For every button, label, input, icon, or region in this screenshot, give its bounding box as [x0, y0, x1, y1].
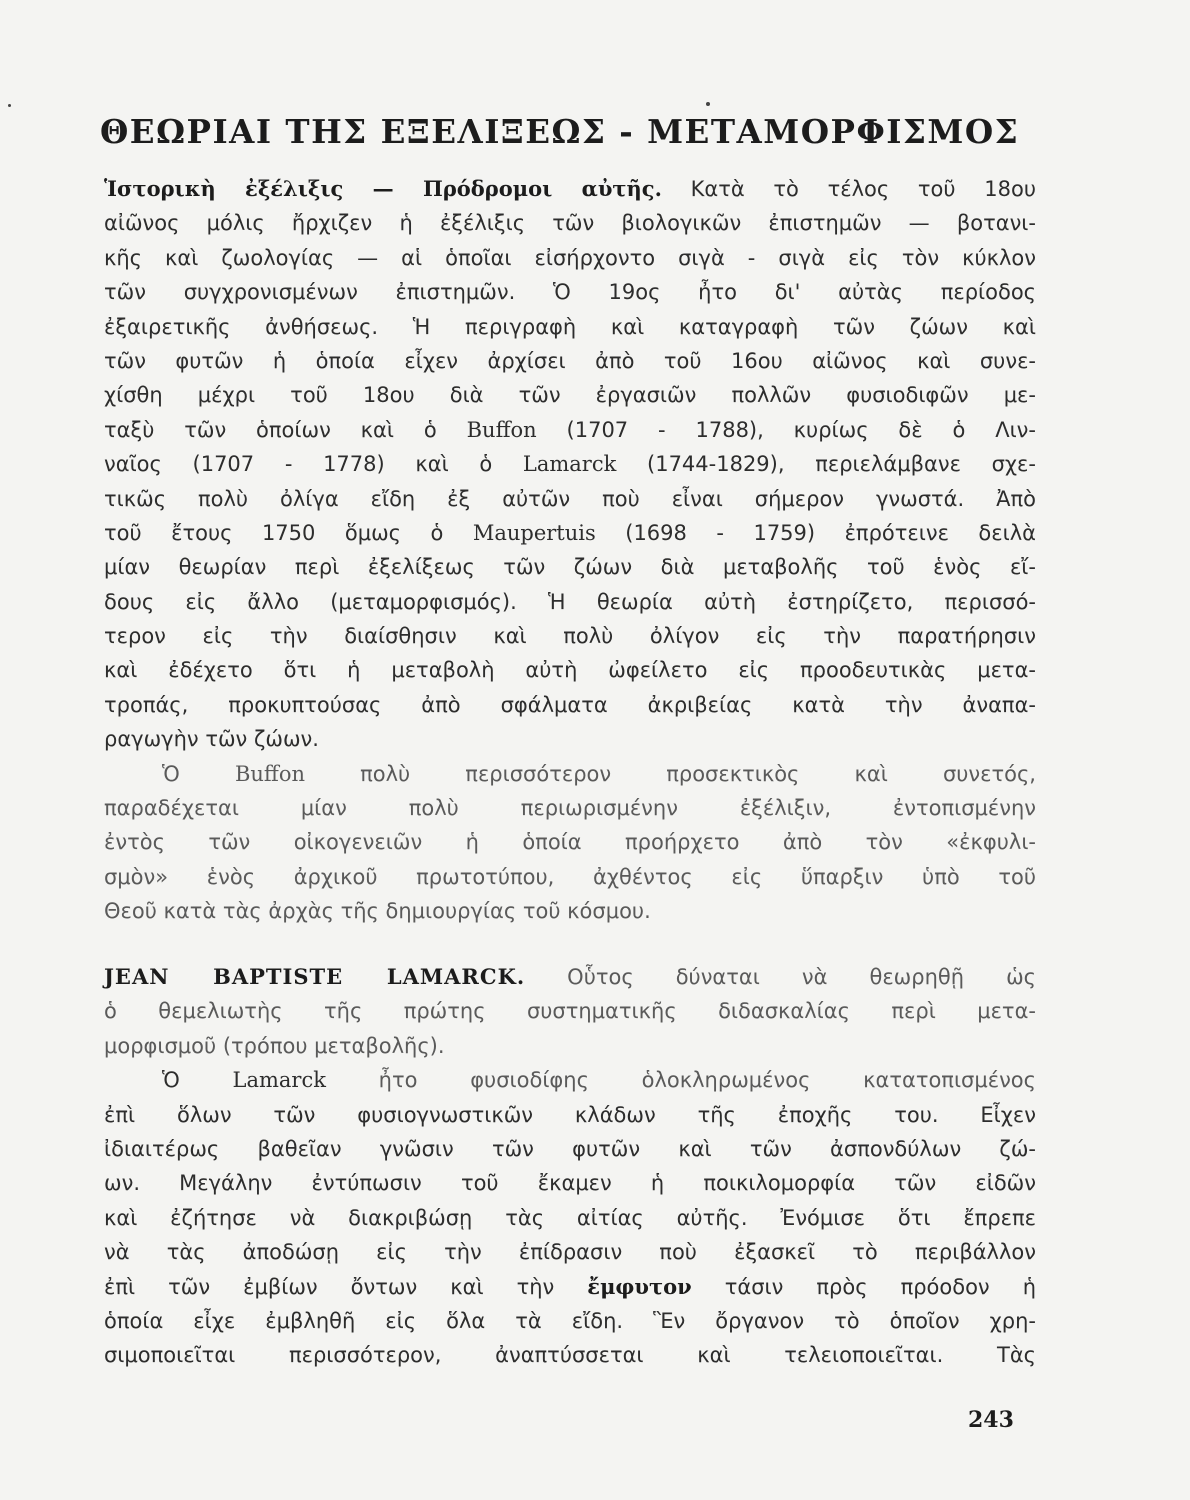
scan-speck: [8, 104, 11, 107]
text-line: τοῦ ἔτους 1750 ὅμως ὁ Maupertuis (1698 - 1759) ἐπρότεινε δειλὰ: [104, 520, 1037, 545]
text-line: αἰῶνος μόλις ἤρχιζεν ἡ ἐξέλιξις τῶν βιολογικῶν ἐπιστημῶν — βοτανι-: [104, 211, 1036, 236]
text-line: τροπάς, προκυπτούσας ἀπὸ σφάλματα ἀκριβείας κατὰ τὴν ἀναπα-: [104, 692, 1036, 717]
text-line: ἐξαιρετικῆς ἀνθήσεως. Ἡ περιγραφὴ καὶ καταγραφὴ τῶν ζώων καὶ: [104, 314, 1036, 339]
text-line: μίαν θεωρίαν περὶ ἐξελίξεως τῶν ζώων διὰ μεταβολῆς τοῦ ἑνὸς εἴ-: [104, 555, 1036, 580]
name-lamarck: Lamarck: [522, 452, 617, 477]
text-line: ων. Μεγάλην ἐντύπωσιν τοῦ ἔκαμεν ἡ ποικιλομορφία τῶν εἰδῶν: [104, 1171, 1036, 1196]
section-heading-lamarck: JEAN BAPTISTE LAMARCK.: [104, 964, 526, 989]
text-line: ἰδιαιτέρως βαθεῖαν γνῶσιν τῶν φυτῶν καὶ τῶν ἀσπονδύλων ζώ-: [104, 1136, 1036, 1161]
section-heading-history: Ἱστορικὴ ἐξέλιξις — Πρόδρομοι αὐτῆς.: [104, 176, 662, 201]
name-buffon: Buffon: [234, 761, 305, 786]
text-line: χίσθη μέχρι τοῦ 18ου διὰ τῶν ἐργασιῶν πολλῶν φυσιοδιφῶν με-: [104, 383, 1036, 408]
name-maupertuis: Maupertuis: [472, 520, 596, 545]
text-line: καὶ ἐδέχετο ὅτι ἡ μεταβολὴ αὐτὴ ὠφείλετο εἰς προοδευτικὰς μετα-: [104, 658, 1036, 683]
text-line: καὶ ἐζήτησε νὰ διακριβώσῃ τὰς αἰτίας αὐτῆς. Ἐνόμισε ὅτι ἔπρεπε: [104, 1205, 1036, 1230]
text-line: ὁποία εἶχε ἐμβληθῆ εἰς ὅλα τὰ εἴδη. Ἓν ὄργανον τὸ ὁποῖον χρη-: [104, 1308, 1036, 1333]
emphasis-emfyton: ἔμφυτον: [587, 1273, 692, 1299]
text-line: ραγωγὴν τῶν ζώων.: [104, 727, 319, 752]
section-history: [104, 172, 1036, 929]
text-line: ταξὺ τῶν ὁποίων καὶ ὁ Buffon (1707 - 1788), κυρίως δὲ ὁ Λιν-: [104, 417, 1036, 442]
text-line: τῶν συγχρονισμένων ἐπιστημῶν. Ὁ 19ος ἦτο δι' αὐτὰς περίοδος: [104, 280, 1036, 305]
scan-speck: [706, 102, 710, 106]
section-lamarck: [104, 960, 1036, 1373]
page-number: 243: [968, 1407, 1014, 1433]
text-line: Ὁ Lamarck ἦτο φυσιοδίφης ὁλοκληρωμένος κατατοπισμένος: [162, 1068, 1036, 1093]
text-line: τῶν φυτῶν ἡ ὁποία εἶχεν ἀρχίσει ἀπὸ τοῦ 16ου αἰῶνος καὶ συνε-: [104, 348, 1036, 373]
text-line: μορφισμοῦ (τρόπου μεταβολῆς).: [104, 1033, 445, 1058]
text-line: τικῶς πολὺ ὀλίγα εἴδη ἐξ αὐτῶν ποὺ εἶναι σήμερον γνωστά. Ἀπὸ: [104, 486, 1036, 511]
text-line: ἐπὶ ὅλων τῶν φυσιογνωστικῶν κλάδων τῆς ἐποχῆς του. Εἶχεν: [104, 1102, 1036, 1127]
text-line: ναῖος (1707 - 1778) καὶ ὁ Lamarck (1744-1829), περιελάμβανε σχε-: [104, 452, 1036, 477]
text-line: Θεοῦ κατὰ τὰς ἀρχὰς τῆς δημιουργίας τοῦ κόσμου.: [104, 899, 651, 924]
text-line: Ὁ Buffon πολὺ περισσότερον προσεκτικὸς καὶ συνετός,: [162, 761, 1036, 786]
name-buffon: Buffon: [466, 417, 537, 442]
text-line: παραδέχεται μίαν πολὺ περιωρισμένην ἐξέλιξιν, ἐντοπισμένην: [104, 796, 1036, 821]
text-line: Ἱστορικὴ ἐξέλιξις — Πρόδρομοι αὐτῆς. Κατὰ τὸ τέλος τοῦ 18ου: [104, 176, 1036, 201]
text-line: κῆς καὶ ζωολογίας — αἱ ὁποῖαι εἰσήρχοντο σιγὰ - σιγὰ εἰς τὸν κύκλον: [104, 245, 1036, 270]
text-line: νὰ τὰς ἀποδώσῃ εἰς τὴν ἐπίδρασιν ποὺ ἐξασκεῖ τὸ περιβάλλον: [104, 1240, 1036, 1265]
chapter-title: ΘΕΩΡΙΑΙ ΤΗΣ ΕΞΕΛΙΞΕΩΣ - ΜΕΤΑΜΟΡΦΙΣΜΟΣ: [100, 112, 1020, 151]
text-line: ἐντὸς τῶν οἰκογενειῶν ἡ ὁποία προήρχετο ἀπὸ τὸν «ἐκφυλι-: [104, 830, 1036, 855]
text-line: σμὸν» ἑνὸς ἀρχικοῦ πρωτοτύπου, ἀχθέντος εἰς ὕπαρξιν ὑπὸ τοῦ: [104, 864, 1036, 889]
text-line: τερον εἰς τὴν διαίσθησιν καὶ πολὺ ὀλίγον εἰς τὴν παρατήρησιν: [104, 624, 1036, 649]
text-line: σιμοποιεῖται περισσότερον, ἀναπτύσσεται καὶ τελειοποιεῖται. Τὰς: [104, 1343, 1036, 1368]
text-line: ὁ θεμελιωτὴς τῆς πρώτης συστηματικῆς διδασκαλίας περὶ μετα-: [104, 999, 1036, 1024]
text-line: δους εἰς ἄλλο (μεταμορφισμός). Ἡ θεωρία αὐτὴ ἐστηρίζετο, περισσό-: [104, 589, 1036, 614]
text-line: JEAN BAPTISTE LAMARCK. Οὗτος δύναται νὰ θεωρηθῇ ὡς: [104, 964, 1036, 989]
text-line: ἐπὶ τῶν ἐμβίων ὄντων καὶ τὴν ἔμφυτον τάσιν πρὸς πρόοδον ἡ: [104, 1273, 1036, 1299]
name-lamarck: Lamarck: [232, 1068, 326, 1093]
